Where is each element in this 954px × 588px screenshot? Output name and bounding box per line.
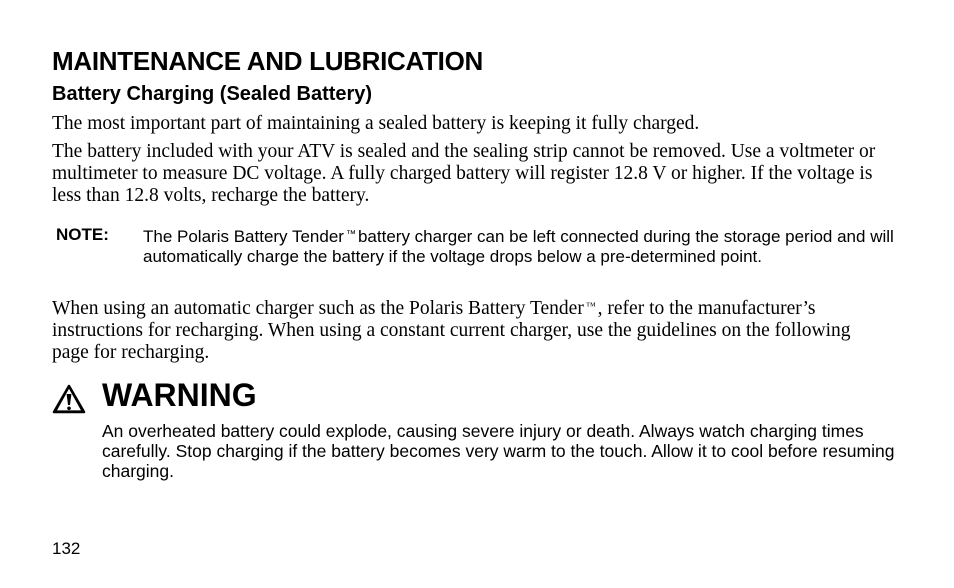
note-text-start: The Polaris Battery Tender <box>143 227 344 246</box>
warning-text: An overheated battery could explode, causing severe injury or death. Always watch charging times carefully. Stop charging if the battery becomes very warm to the touch. Allow it to cool before resuming charging. <box>102 421 895 481</box>
note-label: NOTE: <box>56 225 109 244</box>
paragraph-sealed-battery: The battery included with your ATV is sealed and the sealing strip cannot be removed. Use a voltmeter or multimeter to measure DC voltage. A fully charged battery will register 12.8 V or higher. If the voltage is less than 12.8 volts, recharge the battery. <box>52 141 876 206</box>
trademark-symbol: ™ <box>345 229 356 240</box>
trademark-symbol: ™ <box>585 301 596 312</box>
note-text <box>143 225 895 267</box>
paragraph-charger-end: , refer to the manufacturer’s instructions for recharging. When using a constant current charger, use the guidelines on the following page for recharging. <box>52 298 851 363</box>
paragraph-charger-instructions <box>52 296 892 364</box>
subsection-title: Battery Charging (Sealed Battery) <box>52 83 373 105</box>
page-number: 132 <box>52 539 81 558</box>
paragraph-intro: The most important part of maintaining a sealed battery is keeping it fully charged. <box>52 113 700 134</box>
paragraph-charger-start: When using an automatic charger such as the Polaris Battery Tender <box>52 298 584 319</box>
note-text-end: battery charger can be left connected during the storage period and will automatically charge the battery if the voltage drops below a pre-determined point. <box>143 227 894 266</box>
section-title: MAINTENANCE AND LUBRICATION <box>52 46 483 76</box>
warning-title: WARNING <box>102 377 257 413</box>
warning-triangle-icon <box>52 384 86 414</box>
